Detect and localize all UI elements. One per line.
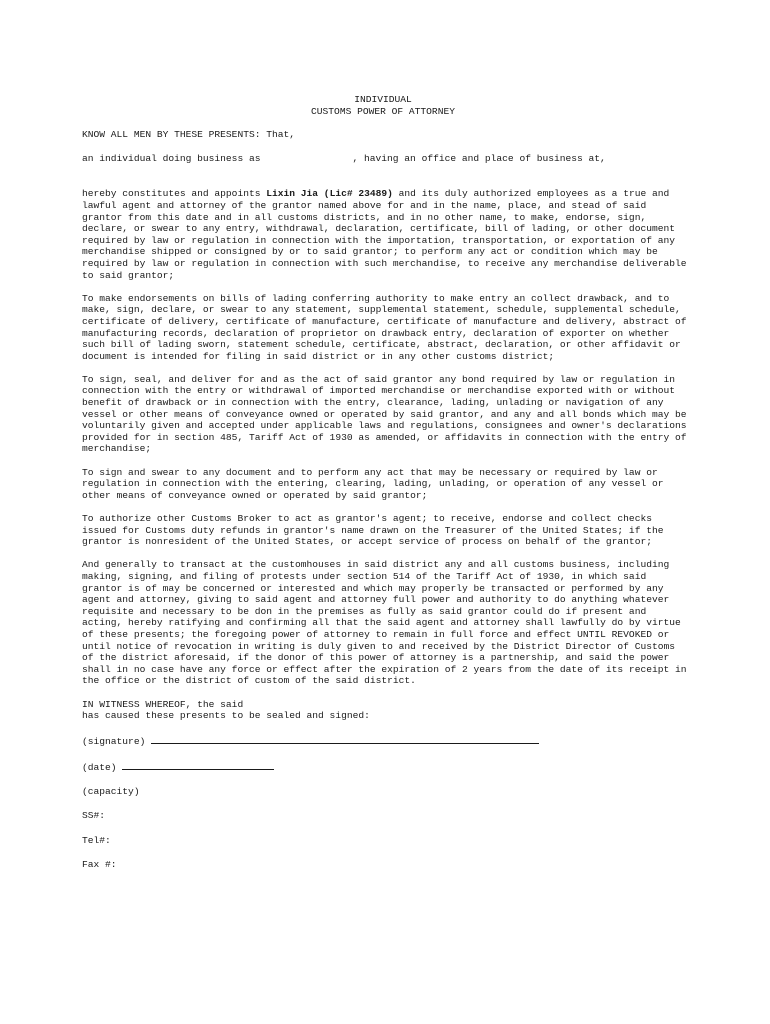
capacity-field xyxy=(82,786,692,798)
fax-label: Fax #: xyxy=(82,858,117,870)
document-title xyxy=(74,94,692,117)
witness-line-1: IN WITNESS WHEREOF, the said xyxy=(82,698,244,710)
date-field xyxy=(82,760,692,774)
date-label: (date) xyxy=(82,762,117,774)
tel-label: Tel#: xyxy=(82,834,111,846)
ss-label: SS#: xyxy=(82,810,106,822)
clause-paragraph: To sign, seal, and deliver for and as the act of said grantor any bond required by law or regulation in connection with the entry or withdrawal of imported merchandise or merchandise exported with or without benefit of drawback or in connection with the entry, clearance, lading, unlading or navigation of any vessel or other means of conveyance owned or operated by said grantor, and any and all bonds which may be voluntarily given and accepted under applicable laws and regulations, consignees and owner's declarations provided for in section 485, Tariff Act of 1930 as amended, or affidavits in connection with the entry of merchandise; xyxy=(82,373,687,455)
agent-name: Lixin Jia (Lic# 23489) xyxy=(266,188,393,200)
capacity-label: (capacity) xyxy=(82,786,140,798)
signature-field xyxy=(82,734,692,748)
signature-line[interactable] xyxy=(151,734,539,744)
clause-paragraph: And generally to transact at the customhouses in said district any and all customs business, including making, signing, and filing of protests under section 514 of the Tariff Act of 1930, in which said grantor is of may be concerned or interested and which may properly be transacted or performed by any agent and attorney, giving to said agent and attorney full power and authority to do anything whatever requisite and necessary to be don in the premises as fully as said grantor could do if present and acting, hereby ratifying and confirming all that the said agent and attorney shall lawfully do by virtue of these presents; the foregoing power of attorney to remain in full force and effect UNTIL REVOKED or until notice of revocation in writing is duly given to and received by the District Director of Customs of the district aforesaid, if the donor of this power of attorney is a partnership, and said the power shall in no case have any force or effect after the expiration of 2 years from the date of its receipt in the office or the district of custom of the said district. xyxy=(82,559,687,687)
witness-line-2: has caused these presents to be sealed and signed: xyxy=(82,710,370,722)
title-line-1: INDIVIDUAL xyxy=(354,94,412,105)
title-line-2: CUSTOMS POWER OF ATTORNEY xyxy=(311,105,455,117)
know-all-line: KNOW ALL MEN BY THESE PRESENTS: That, xyxy=(82,129,296,141)
fax-field xyxy=(82,859,692,871)
clause-paragraph: To sign and swear to any document and to perform any act that may be necessary or required by law or regulation in connection with the entering, clearing, lading, unlading, or operation of any vessel or other means of conveyance owned or operated by said grantor; xyxy=(82,466,664,501)
tel-field xyxy=(82,835,692,847)
appointment-paragraph xyxy=(82,188,692,281)
clause-paragraph: To make endorsements on bills of lading conferring authority to make entry an collect drawback, and to make, sign, declare, or swear to any statement, supplemental statement, schedule, supplemental schedule, certificate of delivery, certificate of manufacture, certificate of manufacture and delivery, abstract of manufacturing records, declaration of proprietor on drawback entry, declaration of exporter on whether such bill of lading sworn, statement schedule, certificate, abstract, declaration, or other affidavit or document is intended for filing in said district or in any other customs district; xyxy=(82,292,687,362)
appointment-pre: hereby constitutes and appoints xyxy=(82,188,267,200)
date-line[interactable] xyxy=(122,760,274,770)
appointment-post: and its duly authorized employees as a true and lawful agent and attorney of the grantor named above for and in the name, place, and stead of said grantor from this date and in all customs districts, and in no other name, to make, endorse, sign, declare, or swear to any entry, withdrawal, declaration, certificate, bill of lading, or other document required by law or regulation in connection with the importation, transportation, or exportation of any merchandise shipped or consigned by or to said grantor; to perform any act or condition which may be required by law or regulation in connection with such merchandise, to receive any merchandise deliverable to said grantor; xyxy=(82,188,687,281)
ss-field xyxy=(82,810,692,822)
business-line xyxy=(82,153,692,165)
clause-paragraph: To authorize other Customs Broker to act as grantor's agent; to receive, endorse and collect checks issued for Customs duty refunds in grantor's name drawn on the Treasurer of the United States; if the grantor is nonresident of the United States, or accept service of process on behalf of the grantor; xyxy=(82,513,664,548)
business-text-a: an individual doing business as xyxy=(82,152,261,164)
power-of-attorney-document xyxy=(82,94,692,870)
signature-label: (signature) xyxy=(82,736,146,748)
business-text-b: , having an office and place of business at, xyxy=(352,152,606,164)
